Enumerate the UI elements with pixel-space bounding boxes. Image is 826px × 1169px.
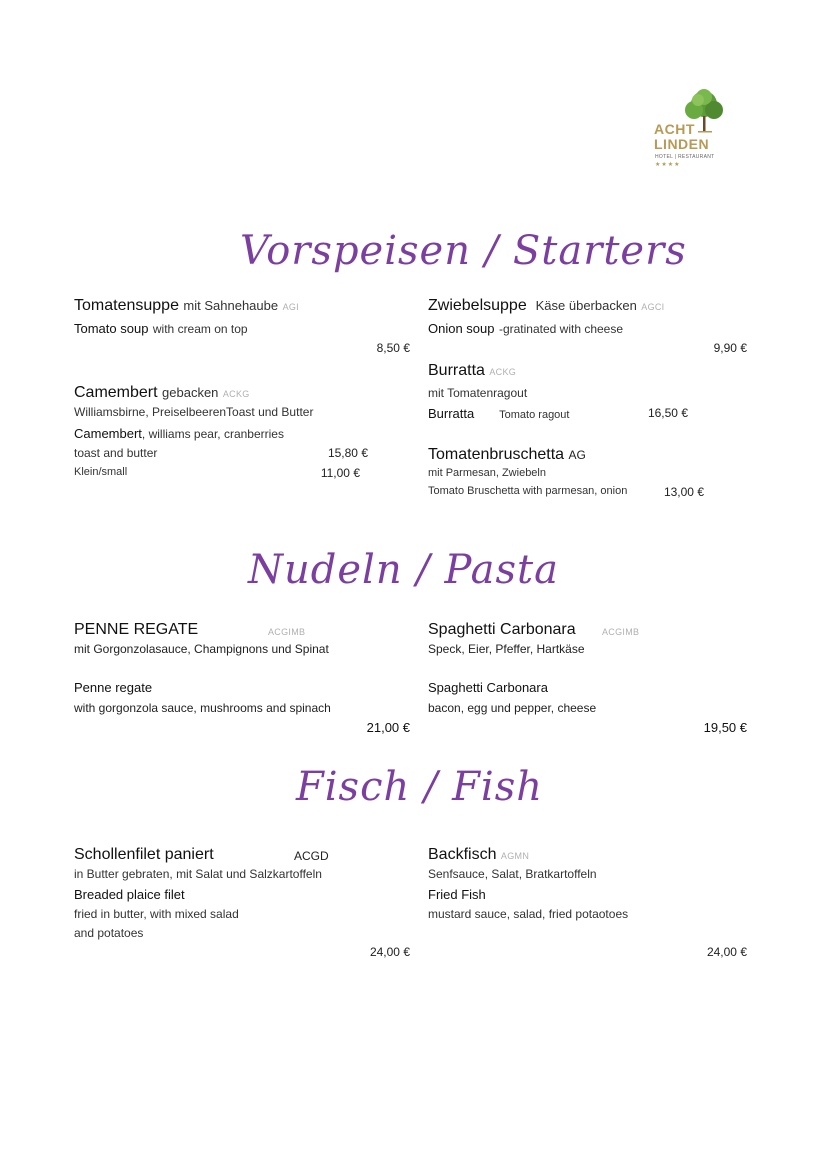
section-title-starters: Vorspeisen / Starters xyxy=(240,228,687,274)
item-camembert-line2: Williamsbirne, PreiselbeerenToast und Butter xyxy=(74,405,314,419)
hotel-logo xyxy=(652,88,732,174)
item-name: Burratta xyxy=(428,362,485,379)
item-camembert-small-price: 11,00 € xyxy=(320,466,360,480)
allergen-codes: ACKG xyxy=(489,367,517,377)
item-carbonara-en-desc: bacon, egg und pepper, cheese xyxy=(428,701,597,715)
item-scholle-name: Schollenfilet paniert xyxy=(74,846,214,863)
logo-line2: LINDEN xyxy=(654,136,710,152)
item-tomatensuppe-price: 8,50 € xyxy=(376,341,410,355)
item-backfisch-price: 24,00 € xyxy=(706,945,747,959)
section-title-pasta: Nudeln / Pasta xyxy=(248,547,559,593)
item-zwiebelsuppe-en xyxy=(428,320,623,338)
item-camembert-en xyxy=(74,425,284,443)
item-penne-desc: mit Gorgonzolasauce, Champignons und Spinat xyxy=(74,642,329,656)
item-scholle-allergen: ACGD xyxy=(294,849,329,863)
item-camembert-title xyxy=(74,384,250,402)
item-name: Tomatensuppe xyxy=(74,297,179,314)
item-carbonara-desc: Speck, Eier, Pfeffer, Hartkäse xyxy=(428,642,585,656)
item-burratta-line2: mit Tomatenragout xyxy=(428,386,528,400)
item-desc: mit Sahnehaube xyxy=(183,298,279,313)
item-name: Camembert xyxy=(74,384,158,401)
logo-stars: ★★★★ xyxy=(655,162,681,168)
item-scholle-en-desc2: and potatoes xyxy=(74,926,144,940)
item-carbonara-price: 19,50 € xyxy=(703,720,747,735)
item-backfisch-en-desc: mustard sauce, salad, fried potaotoes xyxy=(428,907,629,921)
allergen-codes: AGCI xyxy=(641,302,665,312)
section-title-fish: Fisch / Fish xyxy=(296,764,543,810)
item-backfisch-desc: Senfsauce, Salat, Bratkartoffeln xyxy=(428,867,597,881)
allergen-codes: AGI xyxy=(282,302,299,312)
item-en-desc: with cream on top xyxy=(152,322,248,336)
item-en-name: Burratta xyxy=(428,406,475,421)
item-penne-price: 21,00 € xyxy=(366,720,410,735)
item-name: Tomatenbruschetta xyxy=(428,446,565,463)
item-bruschetta-price: 13,00 € xyxy=(663,485,704,499)
item-bruschetta-line2: mit Parmesan, Zwiebeln xyxy=(428,467,546,479)
allergen-codes: AGMN xyxy=(500,851,530,861)
item-backfisch-en-name: Fried Fish xyxy=(428,887,486,902)
item-scholle-en-desc: fried in butter, with mixed salad xyxy=(74,907,239,921)
item-zwiebelsuppe-title xyxy=(428,297,664,315)
item-bruschetta-title xyxy=(428,446,586,464)
item-backfisch-title xyxy=(428,846,529,864)
logo-subtitle: HOTEL | RESTAURANT xyxy=(655,154,715,160)
item-scholle-price: 24,00 € xyxy=(369,945,410,959)
item-penne-allergen: ACGIMB xyxy=(268,627,306,637)
item-camembert-small-label: Klein/small xyxy=(74,466,128,478)
item-bruschetta-line3: Tomato Bruschetta with parmesan, onion xyxy=(428,485,628,497)
item-en-desc: Tomato ragout xyxy=(499,409,570,421)
item-en-name: Camembert xyxy=(74,426,142,441)
item-scholle-desc: in Butter gebraten, mit Salat und Salzkartoffeln xyxy=(74,867,322,881)
logo-line1: ACHT xyxy=(654,121,695,137)
item-penne-en-desc: with gorgonzola sauce, mushrooms and spinach xyxy=(74,701,331,715)
item-burratta-title xyxy=(428,362,516,380)
item-burratta-price: 16,50 € xyxy=(647,406,688,420)
item-burratta-en xyxy=(428,405,569,423)
allergen-codes: ACKG xyxy=(222,389,250,399)
item-desc: Käse überbacken xyxy=(535,298,637,313)
item-camembert-price: 15,80 € xyxy=(327,446,368,460)
item-tomatensuppe-title xyxy=(74,297,299,315)
item-en-desc: -gratinated with cheese xyxy=(498,322,624,336)
item-desc: gebacken xyxy=(162,385,219,400)
item-zwiebelsuppe-price: 9,90 € xyxy=(713,341,747,355)
item-name: Zwiebelsuppe xyxy=(428,297,527,314)
allergen-codes: AG xyxy=(568,448,586,462)
item-carbonara-name: Spaghetti Carbonara xyxy=(428,621,576,638)
item-carbonara-en-name: Spaghetti Carbonara xyxy=(428,680,548,695)
item-name: Backfisch xyxy=(428,846,497,863)
item-carbonara-allergen: ACGIMB xyxy=(602,627,640,637)
item-tomatensuppe-en xyxy=(74,320,248,338)
item-en-name: Tomato soup xyxy=(74,321,149,336)
item-en-desc: , williams pear, cranberries xyxy=(141,427,284,441)
item-penne-name: PENNE REGATE xyxy=(74,621,199,638)
item-camembert-line4: toast and butter xyxy=(74,446,158,460)
item-scholle-en-name: Breaded plaice filet xyxy=(74,887,185,902)
item-penne-en-name: Penne regate xyxy=(74,680,153,695)
item-en-name: Onion soup xyxy=(428,321,495,336)
